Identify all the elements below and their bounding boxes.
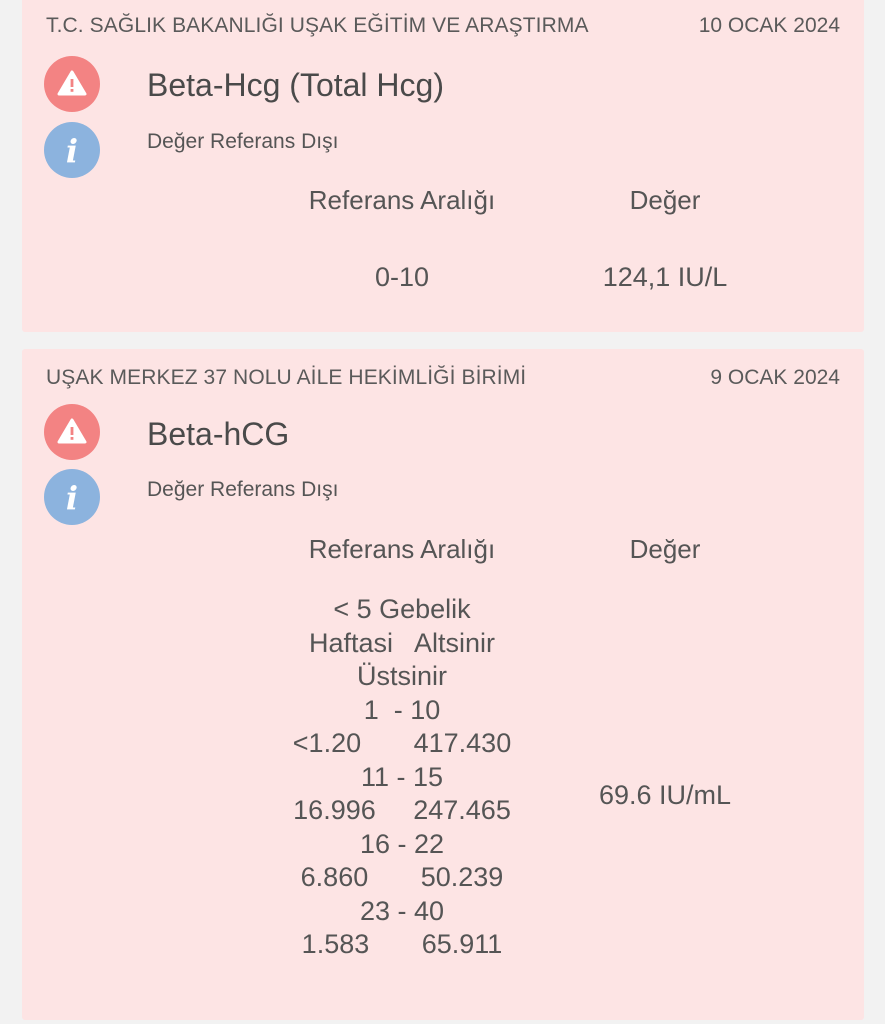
test-name: Beta-hCG [147, 416, 290, 452]
institution-name: UŞAK MERKEZ 37 NOLU AİLE HEKİMLİĞİ BİRİMİ [46, 366, 527, 389]
result-date: 10 OCAK 2024 [698, 14, 840, 37]
svg-text:i: i [65, 479, 79, 517]
result-value: 69.6 IU/mL [598, 780, 732, 810]
reference-range-line: 1 - 10 [363, 694, 441, 725]
reference-range-line: <1.20 417.430 [292, 728, 512, 758]
reference-range-header: Referans Aralığı [308, 185, 496, 215]
warning-icon [44, 56, 100, 112]
reference-range-value: 0-10 [374, 262, 430, 292]
reference-range-line: 23 - 40 [359, 895, 445, 926]
reference-range-line: 16 - 22 [359, 828, 445, 859]
reference-range-line: < 5 Gebelik [333, 594, 471, 624]
test-name: Beta-Hcg (Total Hcg) [147, 67, 444, 103]
reference-range-line: 1.583 65.911 [301, 929, 503, 959]
lab-result-card[interactable] [22, 0, 864, 332]
result-value: 124,1 IU/L [602, 262, 728, 292]
reference-range-line: Haftasi Altsinir [308, 627, 496, 658]
reference-range-table [252, 593, 552, 962]
institution-name: T.C. SAĞLIK BAKANLIĞI UŞAK EĞİTİM VE ARAŞTIRMA [46, 14, 589, 37]
reference-range-line: 6.860 50.239 [300, 862, 504, 892]
info-icon[interactable] [44, 469, 100, 525]
svg-text:i: i [65, 132, 79, 170]
warning-icon [44, 404, 100, 460]
info-icon[interactable] [44, 122, 100, 178]
reference-range-line: 16.996 247.465 [293, 795, 511, 825]
reference-range-header: Referans Aralığı [308, 534, 496, 564]
value-header: Değer [629, 534, 701, 564]
reference-range-line: 11 - 15 [360, 761, 444, 792]
value-header: Değer [629, 185, 701, 215]
status-label: Değer Referans Dışı [147, 130, 339, 153]
status-label: Değer Referans Dışı [147, 478, 339, 501]
result-date: 9 OCAK 2024 [710, 366, 840, 389]
lab-result-card[interactable] [22, 349, 864, 1020]
reference-range-line: Üstsinir [356, 661, 447, 691]
